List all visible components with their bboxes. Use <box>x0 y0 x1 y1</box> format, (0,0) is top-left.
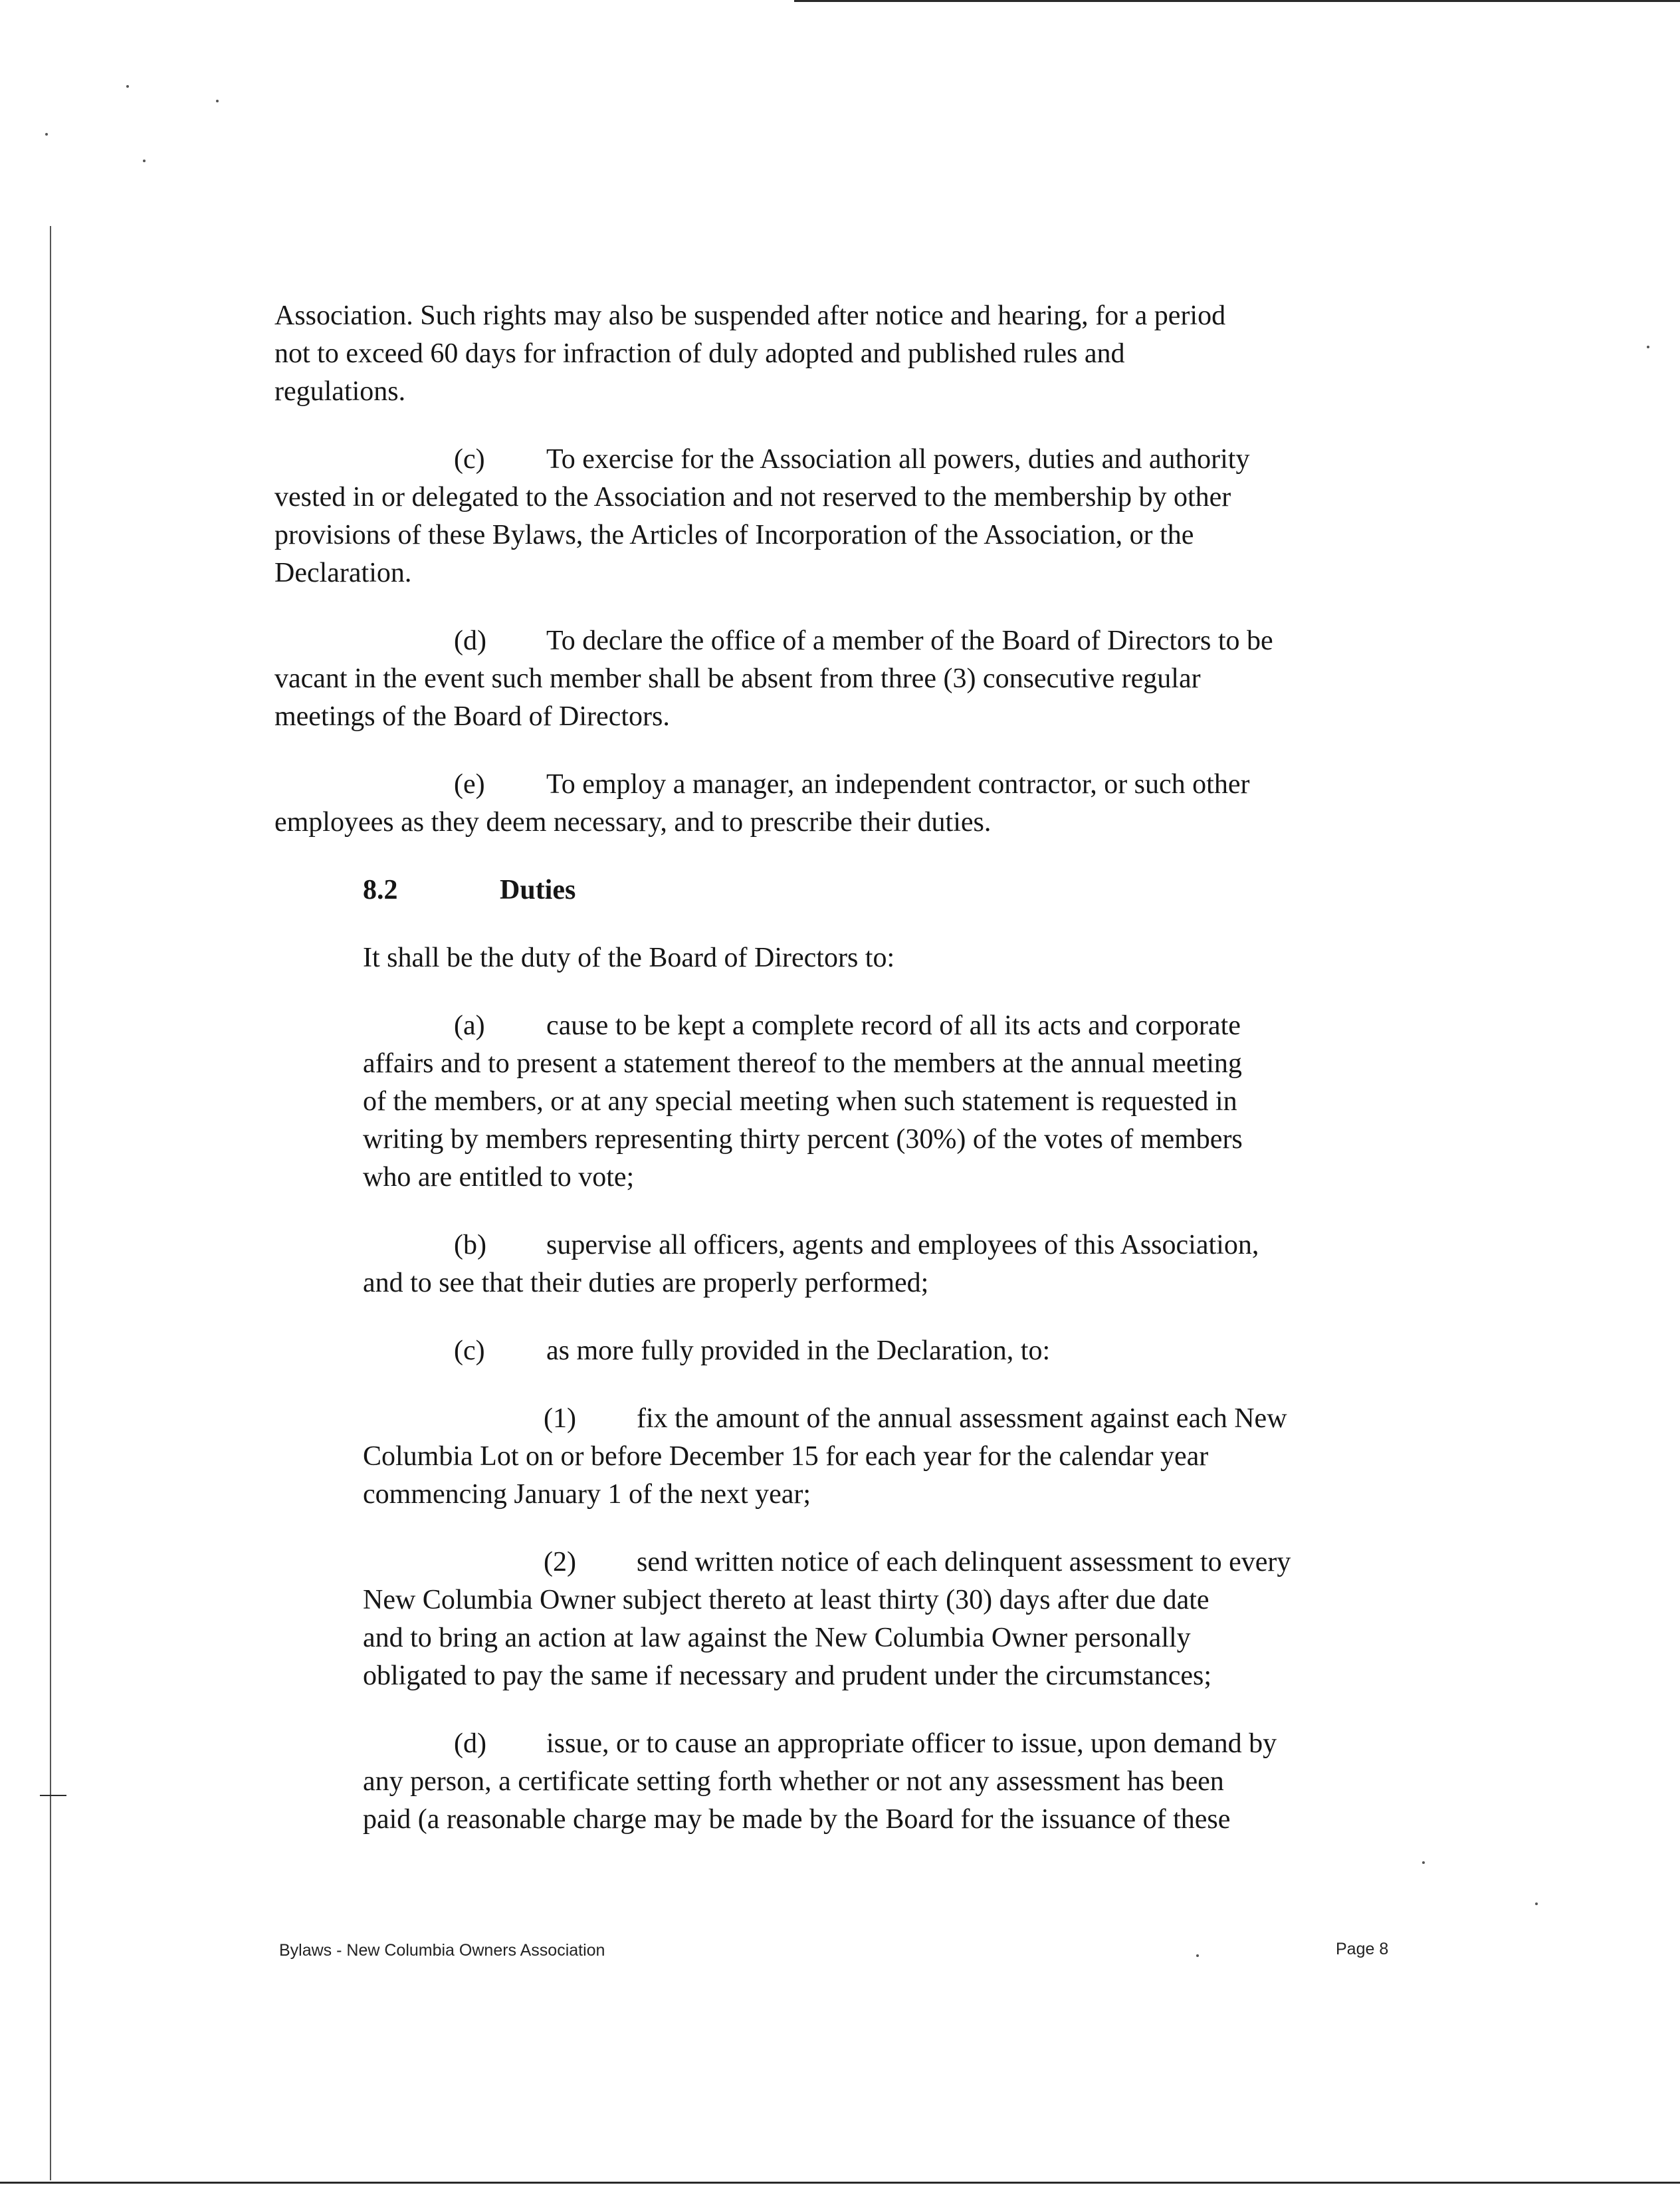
item-d-line: meetings of the Board of Directors. <box>274 701 670 732</box>
item-d-label: (d) <box>454 626 486 656</box>
duty-d-label: (d) <box>454 1728 486 1759</box>
paragraph-line: regulations. <box>274 376 406 407</box>
paragraph-line: Association. Such rights may also be suspended after notice and hearing, for a period <box>274 300 1226 331</box>
item-c-line: To exercise for the Association all powers, duties and authority <box>546 444 1250 475</box>
item-e-line: employees as they deem necessary, and to prescribe their duties. <box>274 807 992 838</box>
duty-c-label: (c) <box>454 1335 485 1366</box>
item-c-line: Declaration. <box>274 558 412 588</box>
scan-speck <box>1535 1902 1538 1905</box>
scan-speck <box>1196 1954 1199 1957</box>
item-d-line: To declare the office of a member of the Board of Directors to be <box>546 626 1273 656</box>
scan-speck <box>143 160 146 162</box>
duty-c2-label: (2) <box>544 1547 576 1577</box>
duty-b-label: (b) <box>454 1230 486 1260</box>
duty-d-line: issue, or to cause an appropriate officer to issue, upon demand by <box>546 1728 1277 1759</box>
item-c-line: vested in or delegated to the Association and not reserved to the membership by other <box>274 482 1231 513</box>
scan-left-rule <box>50 226 51 2180</box>
duty-c2-line: obligated to pay the same if necessary and prudent under the circumstances; <box>363 1661 1212 1691</box>
duty-b-line: and to see that their duties are properly performed; <box>363 1268 929 1298</box>
duty-a-label: (a) <box>454 1010 485 1041</box>
paragraph-line: not to exceed 60 days for infraction of duly adopted and published rules and <box>274 338 1125 369</box>
item-e-label: (e) <box>454 769 485 800</box>
duty-c2-line: and to bring an action at law against the New Columbia Owner personally <box>363 1623 1191 1653</box>
scan-top-rule <box>794 0 1680 2</box>
duty-c2-line: New Columbia Owner subject thereto at least thirty (30) days after due date <box>363 1585 1209 1615</box>
duty-a-line: affairs and to present a statement thereof to the members at the annual meeting <box>363 1048 1242 1079</box>
duty-b-line: supervise all officers, agents and employees of this Association, <box>546 1230 1259 1260</box>
scan-speck <box>45 133 48 136</box>
item-c-label: (c) <box>454 444 485 475</box>
scan-speck <box>126 85 129 88</box>
scan-speck <box>1422 1861 1425 1864</box>
item-e-line: To employ a manager, an independent contractor, or such other <box>546 769 1250 800</box>
section-number: 8.2 <box>363 875 398 905</box>
duty-d-line: paid (a reasonable charge may be made by the Board for the issuance of these <box>363 1804 1231 1835</box>
item-d-line: vacant in the event such member shall be absent from three (3) consecutive regular <box>274 663 1201 694</box>
item-c-line: provisions of these Bylaws, the Articles of Incorporation of the Association, or the <box>274 520 1194 550</box>
section-title: Duties <box>500 875 576 905</box>
duty-d-line: any person, a certificate setting forth whether or not any assessment has been <box>363 1766 1224 1797</box>
scan-speck <box>216 100 219 102</box>
scan-speck <box>1647 346 1649 348</box>
duty-c1-line: commencing January 1 of the next year; <box>363 1479 811 1510</box>
duty-a-line: of the members, or at any special meeting when such statement is requested in <box>363 1086 1237 1117</box>
duty-a-line: cause to be kept a complete record of all its acts and corporate <box>546 1010 1241 1041</box>
footer-title: Bylaws - New Columbia Owners Association <box>279 1941 605 1960</box>
section-intro: It shall be the duty of the Board of Directors to: <box>363 943 895 973</box>
duty-c1-label: (1) <box>544 1403 576 1434</box>
duty-c-line: as more fully provided in the Declaration, to: <box>546 1335 1051 1366</box>
footer-page-number: Page 8 <box>1336 1940 1389 1958</box>
duty-c1-line: fix the amount of the annual assessment against each New <box>637 1403 1287 1434</box>
duty-a-line: who are entitled to vote; <box>363 1162 635 1193</box>
duty-c1-line: Columbia Lot on or before December 15 for each year for the calendar year <box>363 1441 1209 1472</box>
scan-left-tick <box>40 1795 66 1796</box>
duty-a-line: writing by members representing thirty percent (30%) of the votes of members <box>363 1124 1243 1155</box>
duty-c2-line: send written notice of each delinquent assessment to every <box>637 1547 1291 1577</box>
scan-bottom-rule <box>0 2182 1680 2184</box>
